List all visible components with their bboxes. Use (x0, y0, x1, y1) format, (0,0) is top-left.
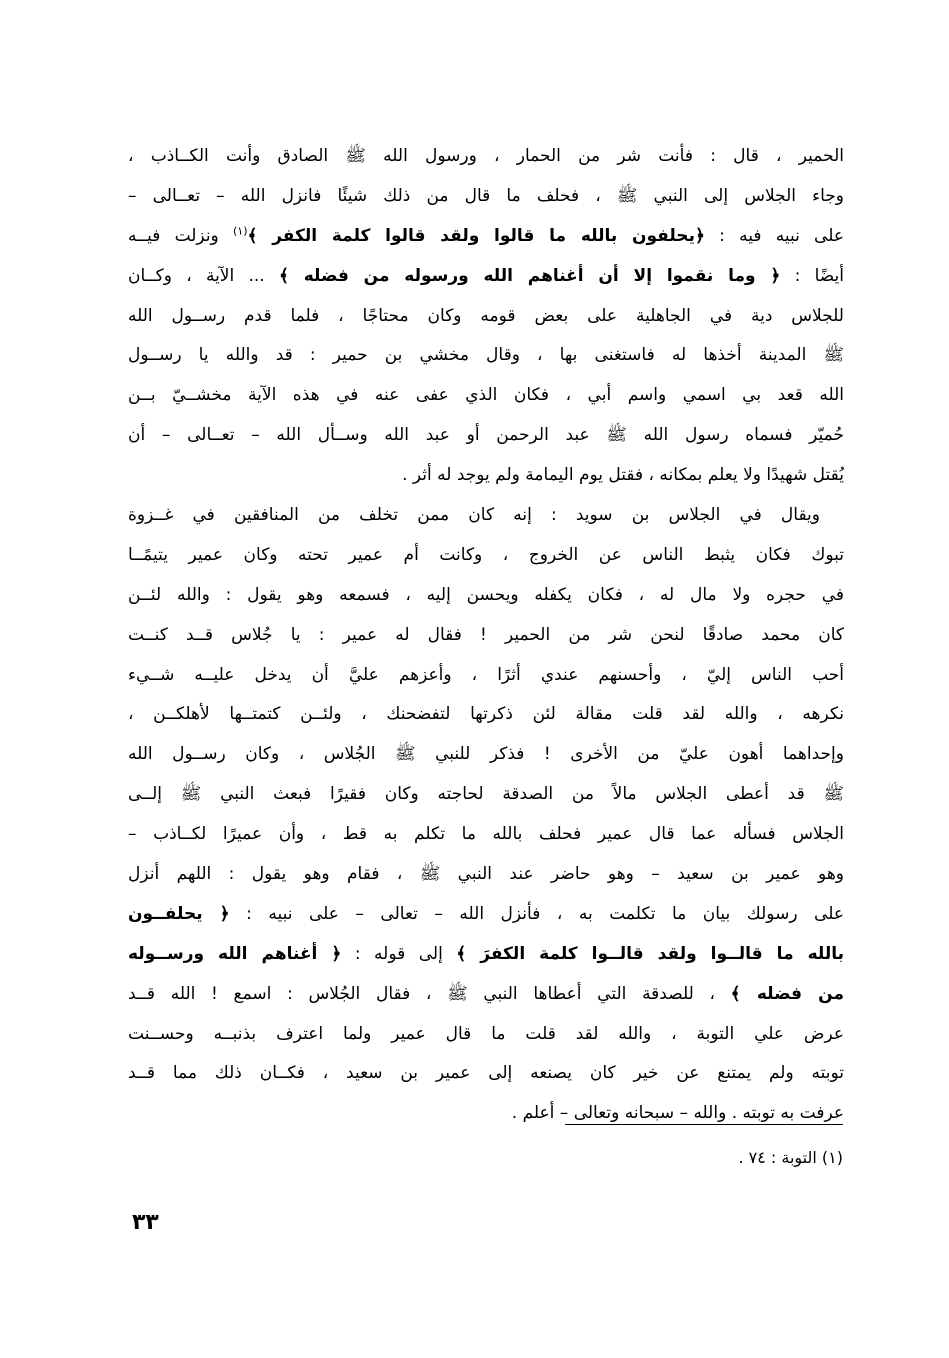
text-segment: الجلاس فسأله عما قال عمير فحلف بالله ما تكلم به قط ، وأن عميرًا لكــاذب – (128, 824, 844, 845)
text-segment: وهو عمير بن سعيد – وهو حاضر عند النبي ﷺ ، فقام وهو يقول : اللهم أنزل (128, 864, 844, 885)
text-segment: على رسولك بيان ما تكلمت به ، فأنزل الله – تعالى – على نبيه : (229, 903, 844, 924)
text-segment: أيضًا : (780, 265, 844, 286)
text-line (128, 895, 844, 935)
quran-verse: ﴿ يحلفــون (128, 903, 230, 924)
text-segment: الله قعد بي اسمي واسم أبي ، فكان الذي عفى عنه في هذه الآية مخشــيّ بــن (128, 385, 844, 406)
text-segment: ونزلت فيــه (128, 225, 233, 246)
body-text (128, 137, 844, 1134)
page-number: ٣٣ (132, 1210, 159, 1235)
quran-verse: ﴿يحلفون بالله ما قالوا ولقد قالوا كلمة الكفر ﴾ (247, 225, 705, 246)
text-line (128, 137, 844, 177)
text-segment: أحب الناس إليّ ، وأحسنهم عندي أثرًا ، وأعزهم عليَّ أن يدخل عليــه شــيء (128, 664, 844, 685)
quran-verse: من فضله ﴾ (730, 983, 844, 1004)
text-segment: كان محمد صادقًا لنحن شر من الحمير ! فقال له عمير : يا جُلاس قــد كنــت (128, 624, 844, 645)
footnote: (١) التوبة : ٧٤ . (738, 1148, 843, 1167)
text-line (128, 935, 844, 975)
quran-verse: ﴿ وما نقموا إلا أن أغناهم الله ورسوله من فضله ﴾ (279, 265, 781, 286)
text-segment: ... الآية ، وكــان (128, 265, 279, 286)
text-line (128, 257, 844, 297)
text-line (128, 855, 844, 895)
text-line (128, 815, 844, 855)
text-line (128, 297, 844, 337)
text-line (128, 975, 844, 1015)
text-segment: الحمير ، قال : فأنت شر من الحمار ، ورسول الله ﷺ الصادق وأنت الكــاذب ، (128, 146, 844, 166)
text-segment: وإحداهما أهون عليّ من الأخرى ! فذكر للنبي ﷺ الجُلاس ، وكان رســول الله (128, 744, 844, 765)
text-segment: توبته ولم يمتنع عن خير كان يصنعه إلى عمير بن سعيد ، فكــان ذلك مما قــد (128, 1063, 844, 1084)
text-segment: نكرهه ، والله لقد قلت مقالة لئن ذكرتها لتفضحنك ، ولئــن كتمتــها لأهلكــن ، (128, 704, 844, 725)
text-line (128, 177, 844, 217)
text-segment: ويقال في الجلاس بن سويد : إنه كان ممن تخلف من المنافقين في غــزوة (128, 505, 820, 526)
text-segment: عرض علي التوبة ، والله لقد قلت ما قال عمير ولما اعترف بذنبــه وحســنت (128, 1023, 844, 1044)
text-segment: للجلاس دية في الجاهلية على بعض قومه وكان محتاجًا ، فلما قدم رســول الله (128, 305, 844, 326)
text-segment: إلى قوله : (341, 943, 457, 964)
text-line (128, 456, 844, 496)
text-line (128, 536, 844, 576)
text-line (128, 496, 844, 536)
quran-verse: بالله ما قالــوا ولقد قالــوا كلمة الكفرَ ﴾ (456, 943, 844, 964)
text-segment: ﷺ المدينة أخذها له فاستغنى بها ، وقال مخشي بن حمير : قد والله يا رســول (128, 345, 844, 366)
text-line (128, 735, 844, 775)
text-line (128, 1015, 844, 1055)
text-line (128, 616, 844, 656)
text-segment: وجاء الجلاس إلى النبي ﷺ ، فحلف ما قال من ذلك شيئًا فانزل الله – تعــالى – (128, 185, 844, 206)
text-line (128, 416, 844, 456)
text-segment: في حجره ولا مال له ، فكان يكفله ويحسن إليه ، فسمعه وهو يقول : والله لئــن (128, 584, 844, 605)
text-line (128, 1094, 844, 1134)
text-line (128, 217, 844, 257)
text-line (128, 336, 844, 376)
text-segment: ، للصدقة التي أعطاها النبي ﷺ ، فقال الجُلاس : اسمع ! الله قــد (128, 983, 731, 1004)
text-line (128, 1054, 844, 1094)
text-line (128, 656, 844, 696)
text-segment: حُميّر فسماه رسول الله ﷺ عبد الرحمن أو عبد الله وســأل الله – تعــالى – أن (128, 425, 844, 446)
text-line (128, 775, 844, 815)
quran-verse: ﴿ أغناهم الله ورســوله (128, 943, 342, 964)
text-segment: عرفت به توبته . والله – سبحانه وتعالى – أعلم . (511, 1103, 844, 1124)
text-line (128, 376, 844, 416)
text-segment: يُقتل شهيدًا ولا يعلم بمكانه ، فقتل يوم اليمامة ولم يوجد له أثر . (402, 465, 844, 486)
text-line (128, 695, 844, 735)
text-segment: ﷺ قد أعطى الجلاس مالاً من الصدقة لحاجته وكان فقيرًا فبعث النبي ﷺ إلــى (128, 784, 844, 805)
footnote-separator (565, 1124, 843, 1125)
text-line (128, 576, 844, 616)
footnote-marker: (١) (233, 224, 248, 238)
text-segment: على نبيه فيه : (704, 225, 844, 246)
text-segment: تبوك فكان يثبط الناس عن الخروج ، وكانت أم عمير تحته وكان عمير يتيمًــا (128, 544, 844, 565)
